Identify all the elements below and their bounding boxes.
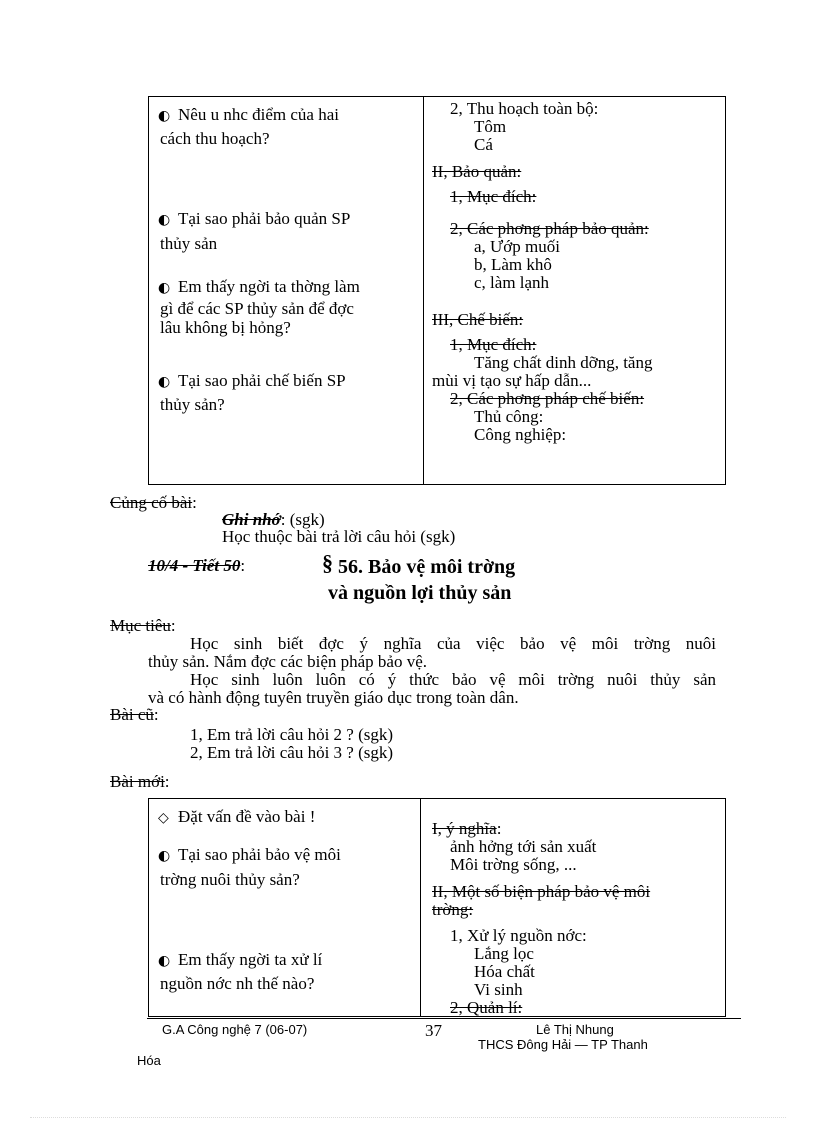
question-water	[158, 951, 322, 970]
question-process	[158, 372, 346, 391]
question-text: nguồn nớc nh thế nào?	[160, 974, 315, 993]
question-text: thủy sản	[160, 234, 218, 253]
heading-text: 2, Các phơng pháp chế biến:	[450, 389, 645, 408]
footer-course: G.A Công nghệ 7 (06-07)	[162, 1022, 308, 1037]
question-text: Tại sao phải bảo vệ môi	[178, 845, 341, 864]
note-label: Ghi nhớ	[222, 510, 281, 529]
water-2: Hóa chất	[474, 962, 535, 981]
footer-author: Lê Thị Nhung	[536, 1022, 614, 1037]
answer-fish: Cá	[474, 135, 493, 154]
table-2-divider	[420, 798, 421, 1017]
objective-2-cont: và có hành động tuyên truyền giáo dục trong toàn dân.	[148, 688, 519, 707]
heading-process	[432, 311, 523, 329]
objective-1: Học sinh biết đợc ý nghĩa của việc bảo vệ môi trờng nuôi	[190, 634, 716, 653]
purpose-text: Tăng chất dinh dỡng, tăng	[474, 353, 653, 372]
question-text: Em thấy ngời ta xử lí	[178, 950, 323, 969]
consolidate-label: Củng cố bài:	[110, 493, 197, 512]
section-mark: §	[322, 550, 333, 575]
intro-line	[158, 808, 315, 827]
method-c: c, làm lạnh	[474, 273, 550, 292]
meaning-heading: I, ý nghĩa:	[432, 819, 502, 838]
measures-heading-cont	[432, 901, 473, 919]
heading-text: trờng:	[432, 900, 474, 919]
measures-heading	[432, 883, 650, 901]
purpose-text: mùi vị tạo sự hấp dẫn...	[432, 371, 592, 390]
water-heading: 1, Xử lý nguồn nớc:	[450, 926, 587, 945]
question-text: cách thu hoạch?	[160, 129, 270, 148]
heading-text: II, Một số biện pháp bảo vệ môi	[432, 882, 651, 901]
heading-purpose-2	[450, 336, 536, 354]
homework-line: Học thuộc bài trả lời câu hỏi (sgk)	[222, 527, 456, 546]
old-question-2: 2, Em trả lời câu hỏi 3 ? (sgk)	[190, 743, 394, 762]
footer-rule	[147, 1018, 741, 1019]
question-keep	[158, 278, 360, 297]
method-b: b, Làm khô	[474, 255, 552, 274]
old-lesson-label: Bài cũ:	[110, 705, 159, 724]
intro-text: Đặt vấn đề vào bài !	[178, 807, 316, 826]
old-question-1: 1, Em trả lời câu hỏi 2 ? (sgk)	[190, 725, 394, 744]
label-text: Củng cố bài	[110, 493, 193, 512]
question-text: gì để các SP thủy sản để đợc	[160, 299, 354, 318]
footer-city: Hóa	[137, 1053, 161, 1068]
heading-text: 2, Quản lí:	[450, 998, 523, 1017]
process-industrial: Công nghiệp:	[474, 425, 567, 444]
label-text: Mục tiêu	[110, 616, 171, 635]
footer-school: THCS Đông Hải — TP Thanh	[478, 1037, 648, 1052]
date-text: 10/4 - Tiết 50	[148, 556, 241, 575]
question-text: trờng nuôi thủy sản?	[160, 870, 300, 889]
half-circle-bullet-icon: ◐	[158, 108, 171, 124]
process-manual: Thủ công:	[474, 407, 544, 426]
answer-shrimp: Tôm	[474, 117, 507, 136]
heading-text: 1, Mục đích:	[450, 335, 537, 354]
lesson-date: 10/4 - Tiết 50:	[148, 556, 246, 575]
label-text: Bài cũ	[110, 705, 154, 724]
question-text: Nêu u nhc điểm của hai	[178, 105, 339, 124]
half-circle-bullet-icon: ◐	[158, 212, 171, 228]
manage-heading	[450, 999, 522, 1017]
objective-2: Học sinh luôn luôn có ý thức bảo vệ môi trờng nuôi thủy sản	[190, 670, 716, 689]
heading-preserve	[432, 163, 521, 181]
question-preserve	[158, 210, 418, 229]
page-edge-dots	[30, 1117, 786, 1118]
meaning-1: ảnh hởng tới sản xuất	[450, 837, 597, 856]
lesson-title-line2: và nguồn lợi thủy sản	[328, 582, 512, 604]
note-text: : (sgk)	[280, 510, 325, 529]
question-text: Em thấy ngời ta thờng làm	[178, 277, 360, 296]
label-text: Bài mới	[110, 772, 165, 791]
lesson-title-line1: 56. Bảo vệ môi trờng	[338, 556, 516, 578]
objectives-label: Mục tiêu:	[110, 616, 176, 635]
heading-purpose-1	[450, 188, 536, 206]
heading-text: I, ý nghĩa	[432, 819, 497, 838]
page-number: 37	[425, 1021, 442, 1040]
heading-text: III, Chế biến:	[432, 310, 524, 329]
heading-text: II, Bảo quản:	[432, 162, 522, 181]
question-text: lâu không bị hỏng?	[160, 318, 291, 337]
objective-1-cont: thủy sản. Nắm đợc các biện pháp bảo vệ.	[148, 652, 428, 671]
heading-preserve-methods	[450, 220, 649, 238]
water-3: Vi sinh	[474, 980, 523, 999]
question-text: Tại sao phải bảo quản SP	[178, 209, 351, 228]
method-a: a, Ướp muối	[474, 237, 560, 256]
half-circle-bullet-icon: ◐	[158, 374, 171, 390]
heading-process-methods	[450, 390, 644, 408]
meaning-2: Môi trờng sống, ...	[450, 855, 577, 874]
heading-text: 2, Các phơng pháp bảo quản:	[450, 219, 649, 238]
answer-harvest-all: 2, Thu hoạch toàn bộ:	[450, 99, 599, 118]
question-protect	[158, 846, 341, 865]
half-circle-bullet-icon: ◐	[158, 280, 171, 296]
question-harvest	[158, 106, 416, 125]
question-text: Tại sao phải chế biến SP	[178, 371, 346, 390]
diamond-bullet-icon: ◇	[158, 810, 169, 826]
new-lesson-label: Bài mới:	[110, 772, 170, 791]
table-1-divider	[423, 96, 424, 485]
half-circle-bullet-icon: ◐	[158, 848, 171, 864]
water-1: Lắng lọc	[474, 944, 534, 963]
half-circle-bullet-icon: ◐	[158, 953, 171, 969]
question-text: thủy sản?	[160, 395, 225, 414]
heading-text: 1, Mục đích:	[450, 187, 537, 206]
